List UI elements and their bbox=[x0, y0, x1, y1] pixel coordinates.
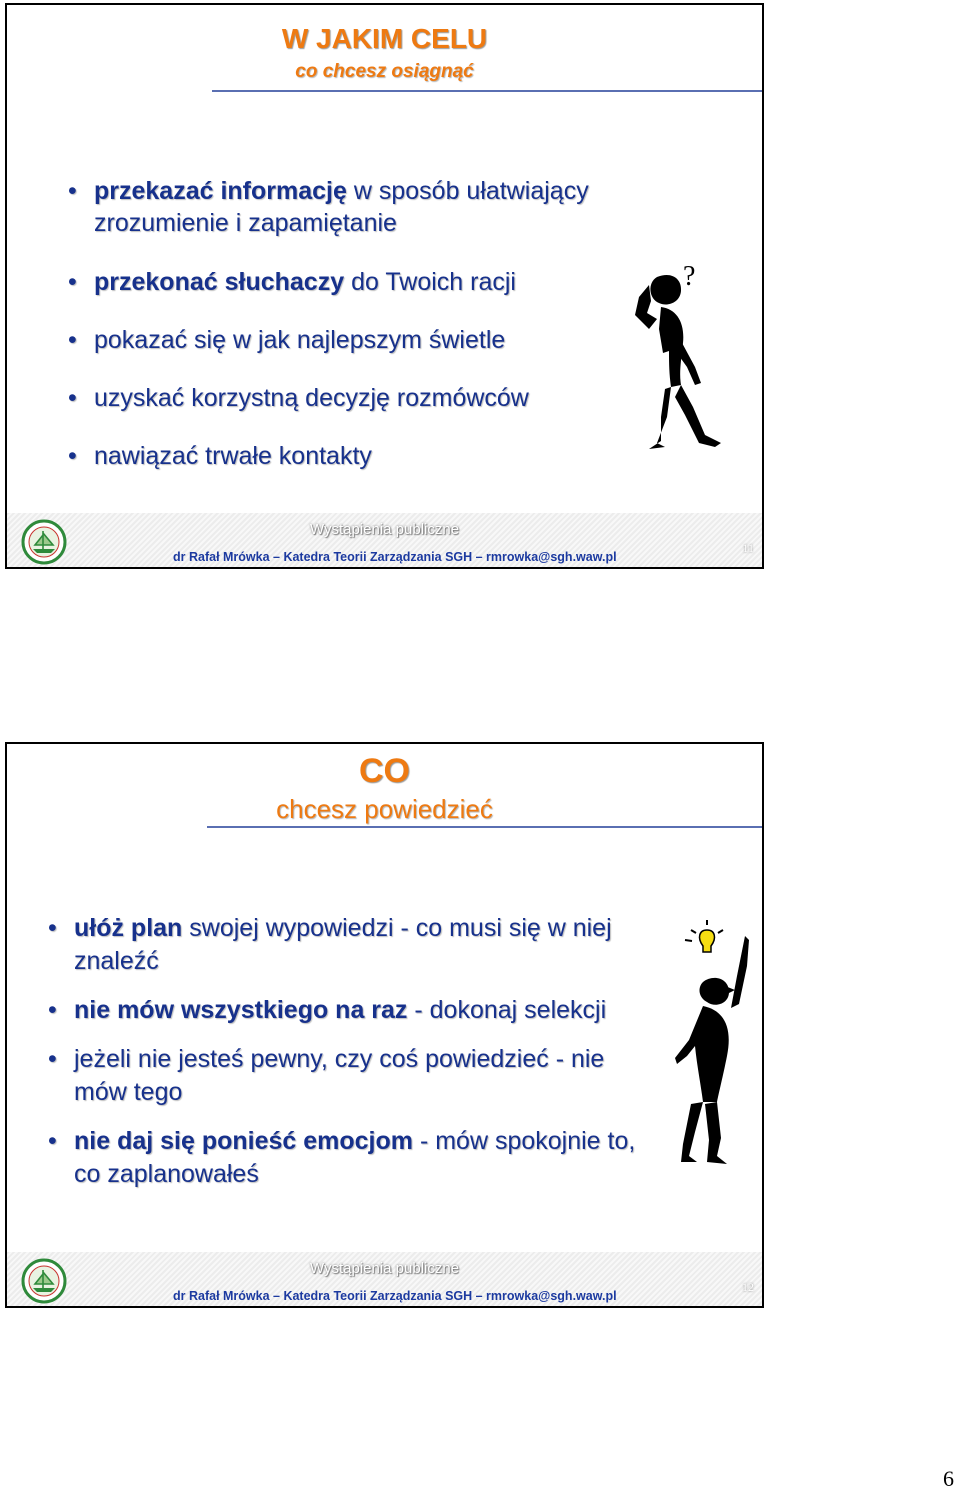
bullet-list bbox=[94, 175, 694, 472]
title-divider bbox=[207, 826, 762, 828]
list-item: • uzyskać korzystną decyzję rozmówców bbox=[94, 382, 694, 414]
slide-subtitle: co chcesz osiągnąć bbox=[295, 61, 474, 82]
list-item: • nie mów wszystkiego na raz - dokonaj selekcji bbox=[74, 994, 674, 1027]
slide-12 bbox=[5, 742, 764, 1308]
footer-author: dr Rafał Mrówka – Katedra Teorii Zarządzania SGH – rmrowka@sgh.waw.pl bbox=[173, 550, 617, 564]
slide-11 bbox=[5, 3, 764, 569]
slide-title: W JAKIM CELU bbox=[281, 23, 488, 54]
list-item: • nawiązać trwałe kontakty bbox=[94, 440, 694, 472]
slide-footer bbox=[7, 513, 762, 567]
title-divider bbox=[212, 90, 762, 92]
list-item: • przekazać informację w sposób ułatwiający zrozumienie i zapamiętanie bbox=[94, 175, 694, 239]
slide-page-number: 12 bbox=[742, 1280, 754, 1294]
footer-author: dr Rafał Mrówka – Katedra Teorii Zarządzania SGH – rmrowka@sgh.waw.pl bbox=[173, 1289, 617, 1303]
list-item: • pokazać się w jak najlepszym świetle bbox=[94, 324, 694, 356]
slide-footer bbox=[7, 1252, 762, 1306]
bullet-list bbox=[74, 912, 674, 1191]
list-item: • przekonać słuchaczy do Twoich racji bbox=[94, 266, 694, 298]
list-item: • ułóż plan swojej wypowiedzi - co musi się w niej znaleźć bbox=[74, 912, 674, 978]
slide-page-number: 11 bbox=[742, 541, 754, 555]
thinking-person-icon bbox=[627, 257, 737, 452]
slide-title: CO bbox=[359, 752, 410, 790]
footer-title: Wystąpienia publiczne bbox=[309, 1260, 460, 1277]
list-item: • nie daj się ponieść emocjom - mów spokojnie to, co zaplanowałeś bbox=[74, 1125, 664, 1191]
footer-title: Wystąpienia publiczne bbox=[309, 521, 460, 538]
document-page-number: 6 bbox=[943, 1466, 954, 1491]
svg-text:?: ? bbox=[683, 261, 696, 292]
slide-subtitle: chcesz powiedzieć bbox=[276, 794, 493, 824]
list-item: • jeżeli nie jesteś pewny, czy coś powiedzieć - nie mów tego bbox=[74, 1043, 634, 1109]
idea-person-icon bbox=[667, 916, 764, 1176]
